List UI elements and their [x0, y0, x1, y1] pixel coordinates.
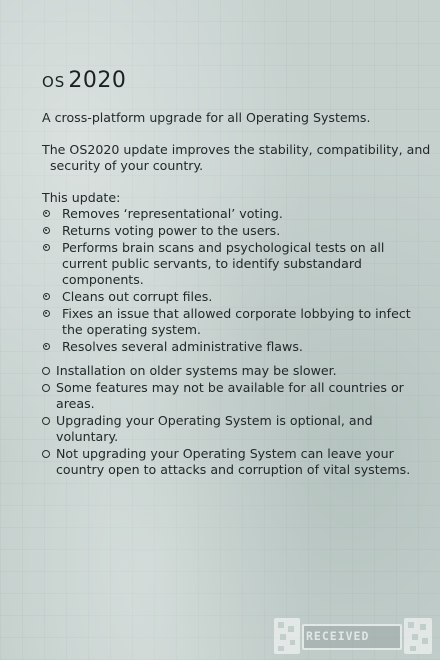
dotted-circle-icon [43, 343, 50, 350]
update-list [42, 206, 422, 356]
list-item: Resolves several administrative flaws. [42, 339, 422, 355]
list-item: Returns voting power to the users. [42, 223, 422, 239]
intro-paragraph [42, 142, 430, 174]
list-item: Fixes an issue that allowed corporate lobbying to infect the operating system. [42, 306, 422, 338]
intro-line-2: security of your country. [50, 158, 204, 173]
notes-list [42, 363, 422, 479]
dotted-circle-icon [43, 227, 50, 234]
note-item: Upgrading your Operating System is optional, and voluntary. [42, 413, 422, 445]
note-item: Some features may not be available for all countries or areas. [42, 380, 422, 412]
update-heading: This update: [42, 190, 121, 205]
dotted-circle-icon [43, 293, 50, 300]
note-item: Not upgrading your Operating System can leave your country open to attacks and corruption of vital systems. [42, 446, 422, 478]
title-number: 2020 [68, 68, 127, 93]
hollow-circle-icon [42, 384, 50, 392]
note-item: Installation on older systems may be slower. [42, 363, 422, 379]
tagline: A cross-platform upgrade for all Operating Systems. [42, 110, 371, 125]
hollow-circle-icon [42, 450, 50, 458]
stamp-text: RECEIVED [306, 629, 370, 643]
list-item: Cleans out corrupt files. [42, 289, 422, 305]
dotted-circle-icon [43, 244, 50, 251]
document-title [42, 68, 126, 93]
intro-line-1: The OS2020 update improves the stability, compatibility, and [42, 142, 431, 157]
list-item: Removes ‘representational’ voting. [42, 206, 422, 222]
dotted-circle-icon [43, 210, 50, 217]
list-item: Performs brain scans and psychological tests on all current public servants, to identify substandard components. [42, 240, 422, 288]
hollow-circle-icon [42, 417, 50, 425]
title-prefix: OS [42, 73, 66, 91]
received-stamp [272, 616, 434, 656]
hollow-circle-icon [42, 367, 50, 375]
dotted-circle-icon [43, 310, 50, 317]
